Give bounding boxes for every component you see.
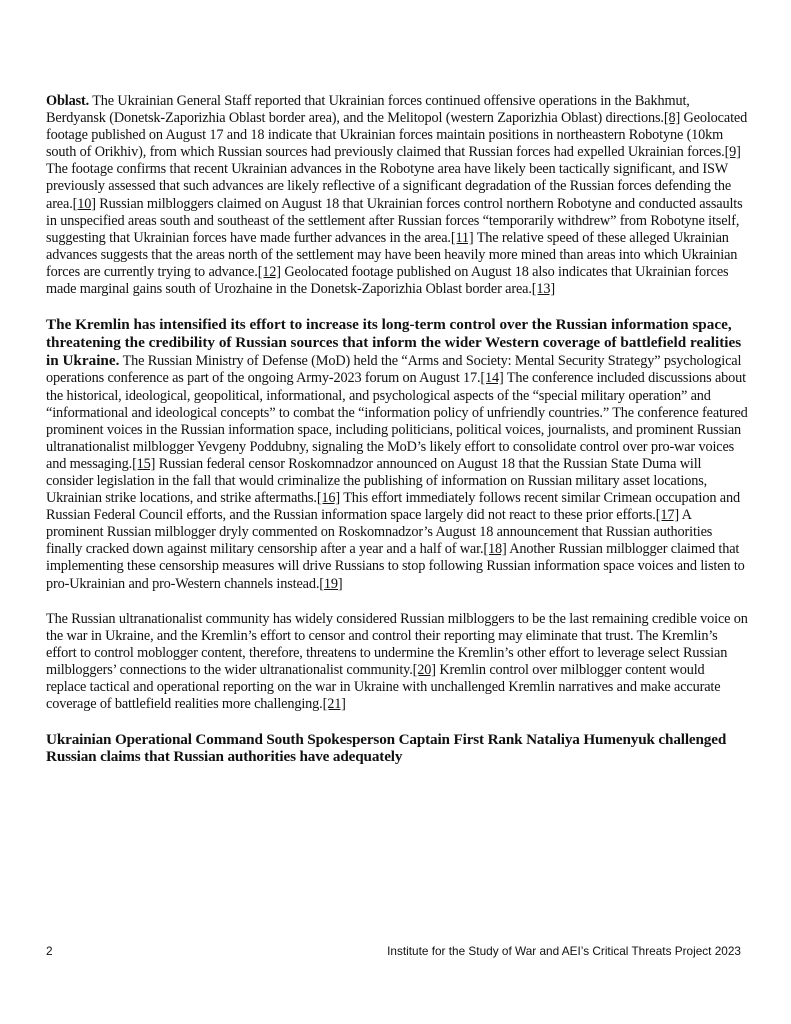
text-span: The Ukrainian General Staff reported that Ukrainian forces continued offensive operations in the Bakhmut, Berdyansk (Donetsk-Zaporizhia Oblast border area), and the Melitopol (western Zaporizhia Oblast) directions. xyxy=(46,93,690,127)
text-span: The Russian ultranationalist community has widely considered Russian milbloggers to be the last remaining credible voice on the war in Ukraine, and the Kremlin’s effort to censor and control their reporting may eliminate that trust. The Kremlin’s effort to control moblogger content, therefore, threatens to undermine the Kremlin’s other effort to leverage select Russian milbloggers’ connections to the wider ultranationalist community. xyxy=(46,610,748,678)
kremlin-lead-sentence: The Kremlin has intensified its effort to increase its long-term control over the Russian information space, threatening the credibility of Russian sources that inform the wider Western coverage of battlefield realities in Ukraine. xyxy=(46,316,742,370)
text-span: The relative speed of these alleged Ukrainian advances suggests that the areas north of the settlement may have been heavily more mined than areas into which Ukrainian forces are currently trying to advance. xyxy=(46,229,738,280)
paragraph-1 xyxy=(46,93,748,298)
footnote-link-14[interactable]: [14] xyxy=(480,370,504,387)
footnote-link-21[interactable]: [21] xyxy=(322,696,346,713)
section-heading-humenyuk: Ukrainian Operational Command South Spokesperson Captain First Rank Nataliya Humenyuk challenged Russian claims that Russian authorities have adequately xyxy=(46,731,727,766)
footnote-link-13[interactable]: [13] xyxy=(531,281,556,298)
page-number: 2 xyxy=(46,944,53,958)
paragraph-2 xyxy=(46,316,748,593)
text-span: A prominent Russian milblogger dryly commented on Roskomnadzor’s August 18 announcement that Russian authorities finally cracked down against military censorship after a year and a half of war. xyxy=(46,507,713,558)
footnote-link-18[interactable]: [18] xyxy=(483,541,507,558)
footer-organization: Institute for the Study of War and AEI’s Critical Threats Project 2023 xyxy=(387,944,741,958)
footnote-link-17[interactable]: [17] xyxy=(655,507,679,524)
text-span: Russian milbloggers claimed on August 18 that Ukrainian forces control northern Robotyne and conducted assaults in unspecified areas south and southeast of the settlement after Russian forces “temporarily withdrew” from Robotyne itself, suggesting that Ukrainian forces have made further advances in the area. xyxy=(46,195,743,246)
text-span: The conference included discussions about the historical, ideological, geopolitical, informational, and psychological aspects of the “special military operation” and “informational and ideological concepts” to combat the “information policy of unfriendly countries.” The conference featured prominent voices in the Russian information space, including politicians, political voices, journalists, and prominent Russian ultranationalist milblogger Yevgeny Poddubny, signaling the MoD’s likely effort to consolidate control over pro-war voices and messaging. xyxy=(46,370,748,472)
text-span: Geolocated footage published on August 17 and 18 indicate that Ukrainian forces maintain positions in northeastern Robotyne (10km south of Orikhiv), from which Russian sources had previously claimed that Russian forces had expelled Ukrainian forces. xyxy=(46,110,748,161)
footnote-link-10[interactable]: [10] xyxy=(72,195,96,212)
paragraph-3 xyxy=(46,611,748,714)
footnote-link-8[interactable]: [8] xyxy=(663,110,681,127)
text-span: The Russian Ministry of Defense (MoD) held the “Arms and Society: Mental Security Strategy” psychological operations conference as part of the ongoing Army-2023 forum on August 17. xyxy=(46,353,742,387)
footnote-link-19[interactable]: [19] xyxy=(319,575,343,592)
footnote-link-12[interactable]: [12] xyxy=(257,263,281,280)
footnote-link-15[interactable]: [15] xyxy=(132,455,156,472)
footnote-link-20[interactable]: [20] xyxy=(412,661,436,678)
footnote-link-9[interactable]: [9] xyxy=(724,144,741,161)
footnote-link-11[interactable]: [11] xyxy=(450,229,474,246)
text-span: The footage confirms that recent Ukrainian advances in the Robotyne area have likely been tactically significant, and ISW previously assessed that such advances are likely reflective of a significant degradation of the Russian forces defending the area. xyxy=(46,161,732,212)
text-span: Kremlin control over milblogger content would replace tactical and operational reporting on the war in Ukraine with unchallenged Kremlin narratives and make accurate coverage of battlefield realities more challenging. xyxy=(46,661,721,713)
text-span: Geolocated footage published on August 18 also indicates that Ukrainian forces made marginal gains south of Urozhaine in the Donetsk-Zaporizhia Oblast border area. xyxy=(46,263,729,298)
oblast-lead: Oblast. xyxy=(46,93,90,109)
text-span: Russian federal censor Roskomnadzor announced on August 18 that the Russian State Duma will consider legislation in the fall that would criminalize the publishing of information on Russian military asset locations, Ukrainian strike locations, and strike aftermaths. xyxy=(46,455,708,507)
text-span: This effort immediately follows recent similar Crimean occupation and Russian Federal Council efforts, and the Russian information space largely did not react to these prior efforts. xyxy=(46,490,740,524)
document-body xyxy=(46,93,748,783)
footnote-link-16[interactable]: [16] xyxy=(316,490,341,507)
text-span: Another Russian milblogger claimed that implementing these censorship measures will drive Russians to stop following Russian information space voices and listen to pro-Ukrainian and pro-Western channels instead. xyxy=(46,541,745,592)
